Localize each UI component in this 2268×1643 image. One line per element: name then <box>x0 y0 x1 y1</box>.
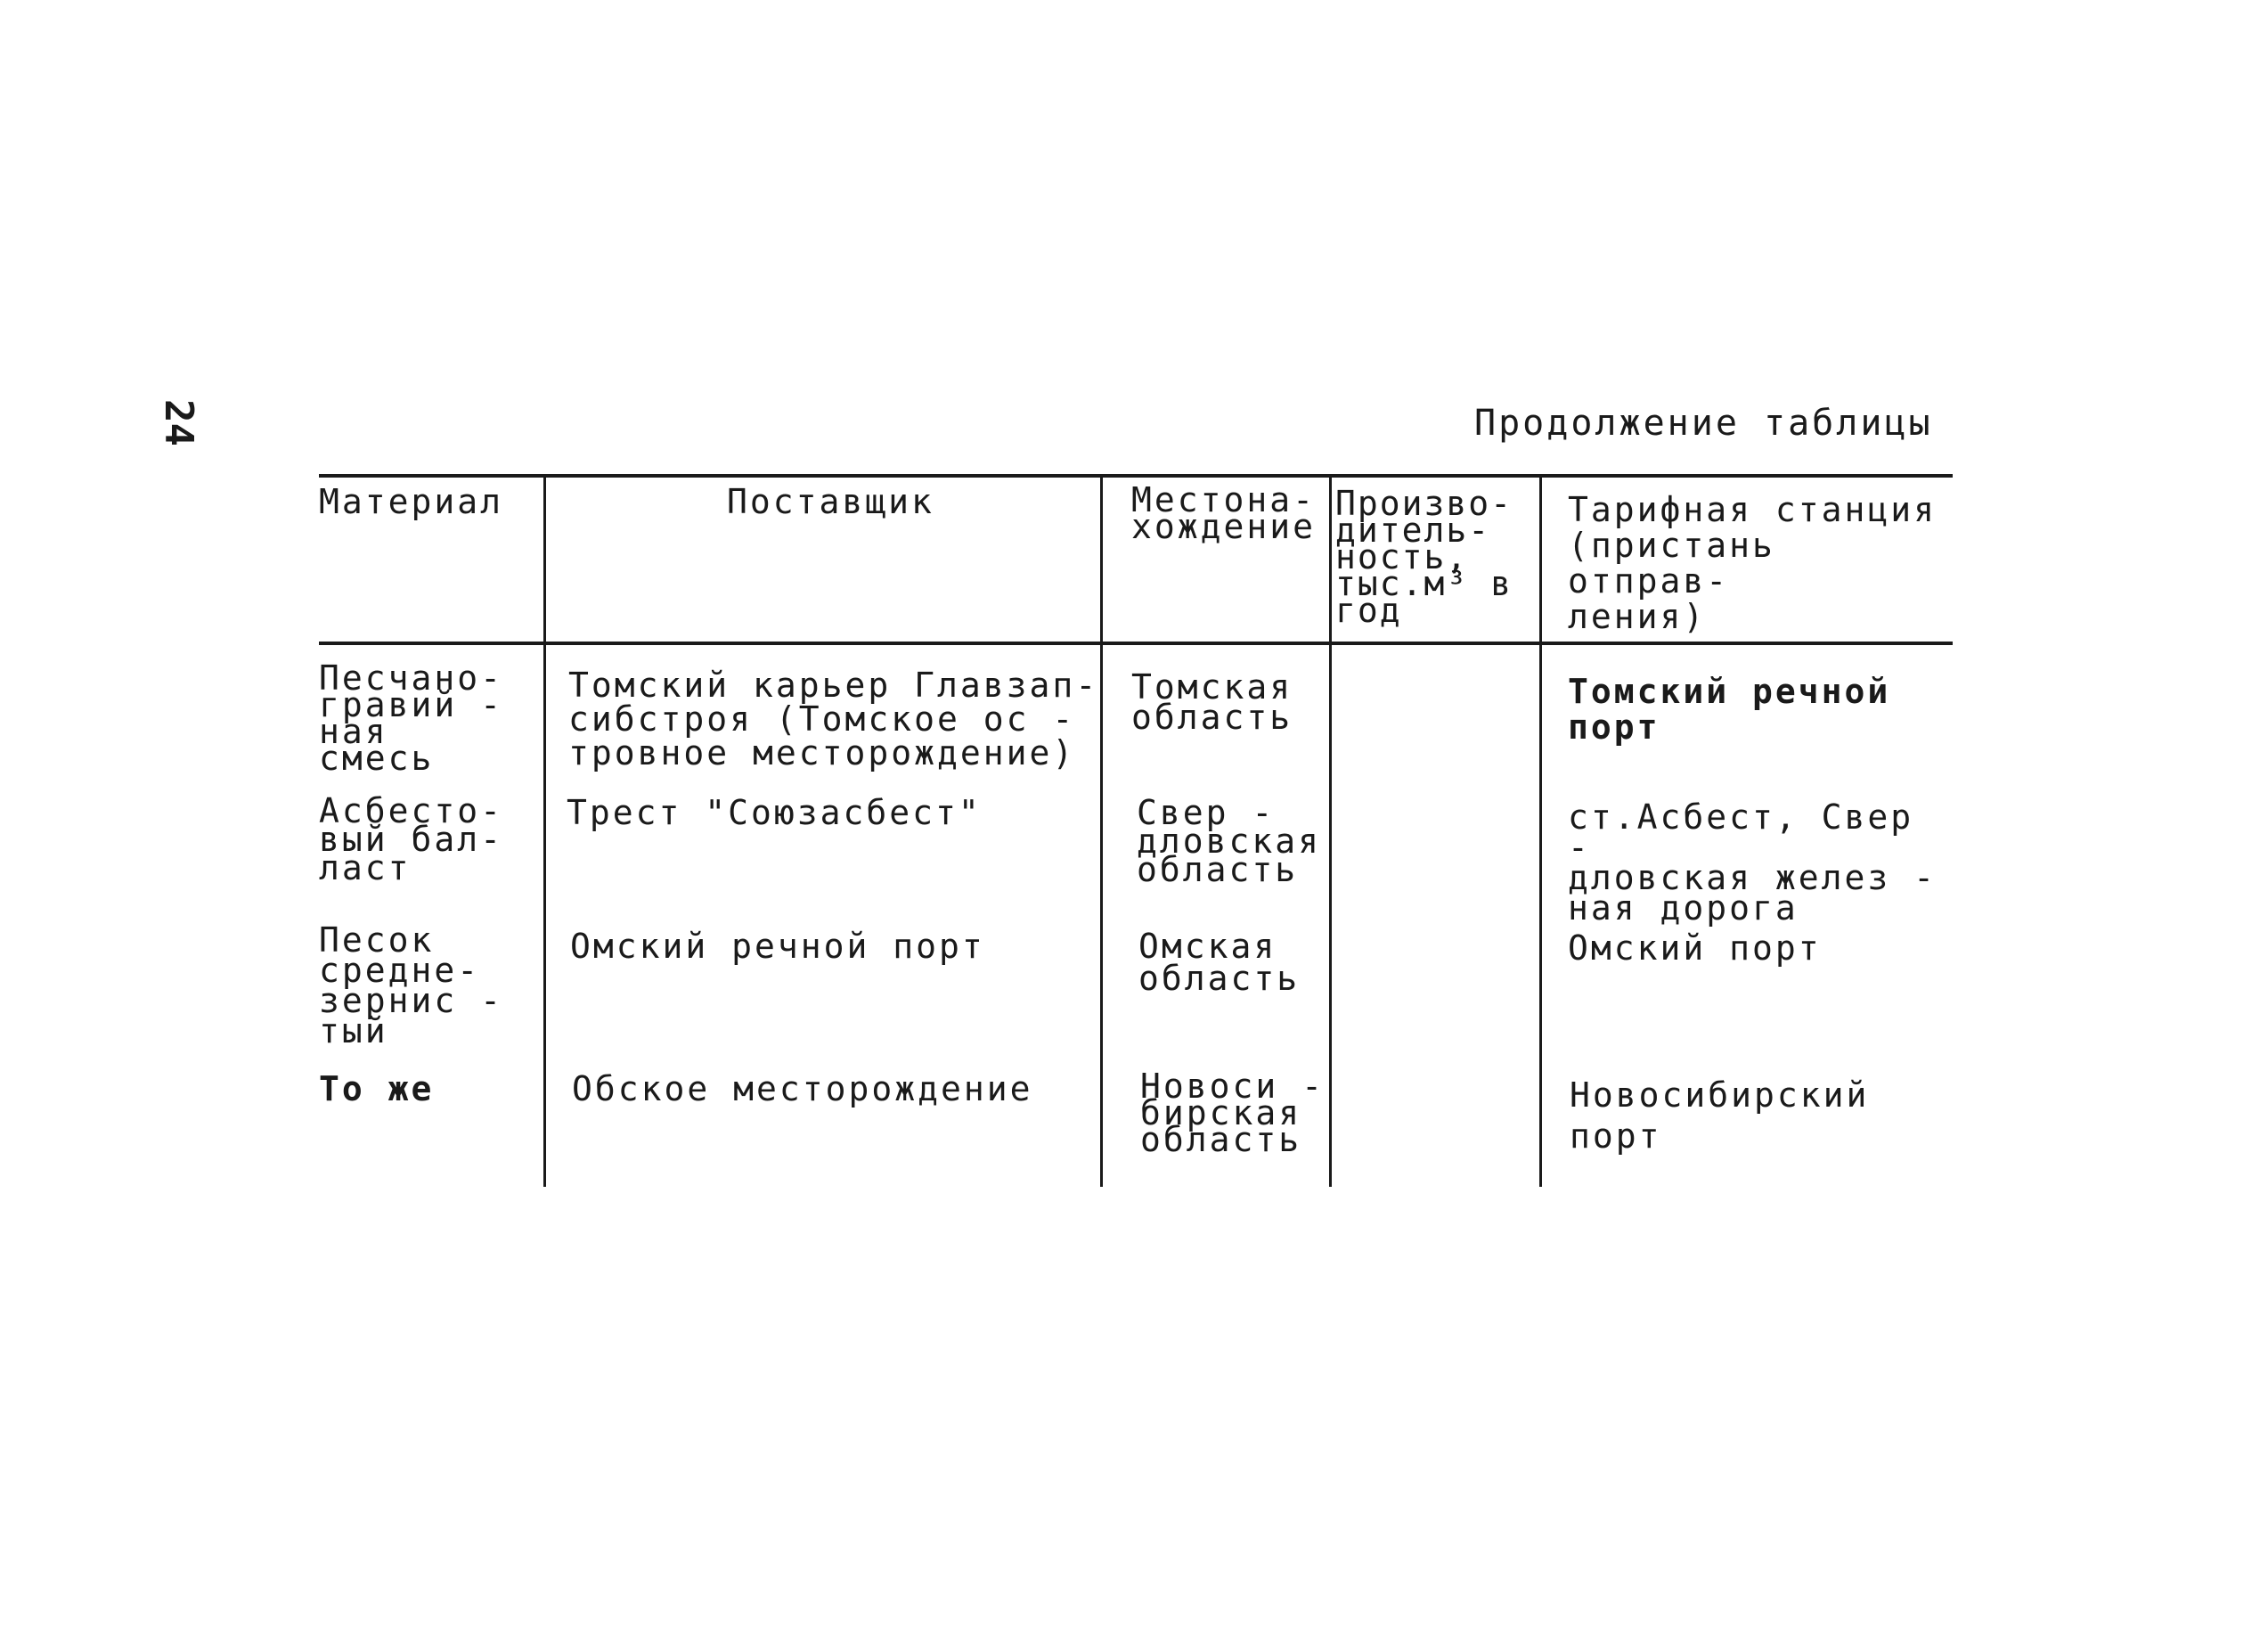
row-3-supplier: Омский речной порт <box>570 927 985 966</box>
row-3-material: Песок средне- зернис - тый <box>319 920 504 1050</box>
column-divider <box>1329 474 1332 1187</box>
row-1-location: Томская область <box>1131 667 1293 737</box>
continuation-title: Продолжение таблицы <box>1474 403 1933 444</box>
column-divider <box>1100 474 1103 1187</box>
header-material: Материал <box>319 482 504 521</box>
row-1-material: Песчано- гравий - ная смесь <box>319 658 504 778</box>
row-4-location: Новоси - бирская область <box>1140 1067 1326 1159</box>
row-2-station: ст.Асбест, Свер - дловская желез - ная дорога <box>1568 797 1938 928</box>
row-4-material: То же <box>319 1069 435 1108</box>
row-4-station: Новосибирский порт <box>1570 1075 1870 1156</box>
table-top-rule <box>319 474 1953 478</box>
page-number: 24 <box>156 399 201 446</box>
table-header-rule <box>319 642 1953 645</box>
header-location: Местона- хождение <box>1131 480 1317 546</box>
row-3-station: Омский порт <box>1568 928 1822 968</box>
column-divider <box>543 474 546 1187</box>
row-3-location: Омская область <box>1138 927 1301 998</box>
row-1-station: Томский речной порт <box>1568 672 1891 747</box>
row-2-location: Свер - дловская область <box>1137 793 1322 889</box>
supplier-table <box>319 474 1953 1187</box>
row-2-material: Асбесто- вый бал- ласт <box>319 791 504 887</box>
header-capacity: Произво- дитель- ность, тыс.м³ в год <box>1335 484 1513 630</box>
row-2-supplier: Трест "Союзасбест" <box>567 793 982 832</box>
row-1-supplier: Томский карьер Главзап- сибстроя (Томское ос - тровное месторождение) <box>568 666 1099 772</box>
row-4-supplier: Обское месторождение <box>572 1069 1033 1108</box>
header-supplier: Поставщик <box>727 482 934 521</box>
header-station: Тарифная станция (пристань отправ- ления) <box>1568 490 1938 636</box>
column-divider <box>1539 474 1542 1187</box>
